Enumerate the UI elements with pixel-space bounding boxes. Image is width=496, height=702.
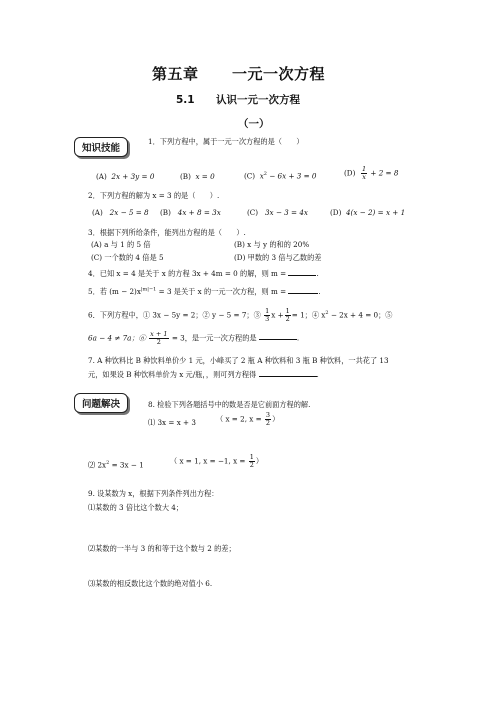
problem-solving-badge: 问题解决 <box>74 393 128 413</box>
q5-post: = 3 是关于 x 的一元一次方程，则 m = <box>156 287 287 296</box>
q5-exponent: |m|−1 <box>140 286 157 293</box>
q9-stem: 9. 设某数为 x，根据下列条件列出方程： <box>88 489 219 498</box>
q7-line1: 7. A 种饮料比 B 种饮料单价少 1 元，小峰买了 2 瓶 A 种饮料和 3 瓶 B 种饮料，一共花了 13 <box>88 356 389 365</box>
q2-b-label: (B) <box>160 208 171 217</box>
q5-line: 5．若 $(m - 2)x^{|m|-1} = 3$ 是关于 x 的一元一次方程，则 m = . <box>88 286 321 296</box>
q1-b-expr: x = 0 <box>195 172 215 181</box>
q2-option-d <box>330 209 405 217</box>
q8-part2-candidates: （ x = 1, x = −1, x = $\frac{1}{2}$ ） <box>170 453 264 469</box>
q1-c-base: x <box>259 171 264 181</box>
q6-line2: 6a − 4 ≠ 7a；⑥ $\frac{x + 1}{2}$ = 3，是一元一次方程的是 . <box>88 330 300 346</box>
q1-a-expr: 2x + 3y = 0 <box>111 172 155 181</box>
q7-line2: 元，如果设 B 种饮料单价为 x 元/瓶，，则可列方程得 . <box>88 370 319 379</box>
q1-option-b <box>180 173 215 181</box>
q6-line2-pre: 6a − 4 ≠ 7a；⑥ <box>88 333 146 343</box>
q2-option-b <box>160 209 221 217</box>
q2-a-label: (A) <box>92 208 103 217</box>
q7-line2-text: 元，如果设 B 种饮料单价为 x 元/瓶，，则可列方程得 <box>88 370 257 379</box>
q4-line: 4．已知 x = 4 是关于 x 的方程 3x + 4m = 0 的解，则 m = . <box>88 269 319 278</box>
q1-c-rest: − 6x + 3 = 0 <box>266 171 317 181</box>
q2-c-expr: 3x − 3 = 4x <box>264 208 308 217</box>
q3-option-a: (A) a 与 1 的 5 倍 <box>91 240 151 249</box>
section-number: 5.1 <box>176 94 195 106</box>
q4-text: 4．已知 x = 4 是关于 x 的方程 3x + 4m = 0 的解，则 m = <box>88 269 287 278</box>
q1-d-label: (D) <box>344 168 356 178</box>
q1-d-expr: + 2 = 8 <box>370 168 399 178</box>
q1-stem: 1．下列方程中，属于一元一次方程的是（ ） <box>148 137 304 146</box>
q1-a-label: (A) <box>96 172 107 181</box>
q8-part1-equation: ⑴ 3x = x + 3 <box>148 418 196 427</box>
section-title: 认识一元一次方程 <box>216 94 300 106</box>
q3-stem: 3．根据下列所给条件，能列出方程的是（ ）. <box>88 228 246 237</box>
knowledge-skills-badge: 知识技能 <box>74 137 128 157</box>
q2-c-label: (C) <box>247 208 259 217</box>
q2-d-label: (D) <box>330 208 342 217</box>
q1-d-fraction: $\frac{1}{x}$ <box>361 165 367 181</box>
q1-c-exponent: 2 <box>263 171 267 177</box>
q6-line1-text: 6．下列方程中，① 3x − 5y = 2；② y − 5 = 7；③ <box>88 310 261 320</box>
q8-stem: 8. 检验下列各题括号中的数是否是它前面方程的解. <box>148 400 311 409</box>
chapter-title: 一元一次方程 <box>232 65 326 83</box>
q1-option-c <box>244 172 317 181</box>
q8-part2-fraction: $\frac{1}{2}$ <box>249 453 254 469</box>
q8-part2-equation: ⑵ $2x^2 = 3x - 1$ <box>88 460 144 470</box>
q3-option-c: (C) 一个数的 4 倍是 5 <box>91 253 164 262</box>
q9-part2: ⑵某数的一半与 3 的和等于这个数与 2 的差； <box>88 544 236 553</box>
q4-answer-blank[interactable] <box>288 269 316 276</box>
q6-line1: 6．下列方程中，① 3x − 5y = 2；② y − 5 = 7；③ $\frac{1}{3}$ x + $\frac{1}{2}$ = 1；④ $x^2 - 2x + 4 = 0$；⑤ <box>88 307 393 323</box>
q2-option-a <box>92 209 149 217</box>
q6-fraction-3: $\frac{x + 1}{2}$ <box>150 330 168 346</box>
q2-d-expr: 4(x − 2) = x + 1 <box>345 208 406 217</box>
q2-a-expr: 2x − 5 = 8 <box>109 208 149 217</box>
q5-answer-blank[interactable] <box>288 287 318 294</box>
part-label: （一） <box>238 118 270 130</box>
q3-option-d: (D) 甲数的 3 倍与乙数的差 <box>234 253 322 262</box>
q1-option-d <box>344 166 398 181</box>
q6-answer-blank[interactable] <box>259 333 297 340</box>
q9-part1: ⑴某数的 3 倍比这个数大 4； <box>88 503 184 512</box>
q7-answer-blank[interactable] <box>259 370 317 377</box>
q1-b-label: (B) <box>180 172 191 181</box>
q9-part3: ⑶某数的相反数比这个数的绝对值小 6. <box>88 579 213 588</box>
q8-part1-candidates: （ x = 2, x = $\frac{3}{2}$ ） <box>216 411 280 427</box>
q5-pre: 5．若 (m − 2)x <box>88 287 141 296</box>
q6-line2-post: = 3，是一元一次方程的是 <box>171 333 257 343</box>
q8-part1-fraction: $\frac{3}{2}$ <box>265 411 271 427</box>
q6-fraction-2: $\frac{1}{2}$ <box>285 307 290 323</box>
q1-option-a <box>96 173 154 181</box>
q6-fraction-1: $\frac{1}{3}$ <box>265 307 270 323</box>
q2-option-c <box>247 209 308 217</box>
q2-b-expr: 4x + 8 = 3x <box>177 208 221 217</box>
q2-stem: 2．下列方程的解为 x = 3 的是（ ）. <box>88 191 220 200</box>
q3-option-b: (B) x 与 y 的和的 20% <box>234 240 310 249</box>
chapter-label: 第五章 <box>152 65 199 83</box>
q1-c-label: (C) <box>244 171 256 181</box>
